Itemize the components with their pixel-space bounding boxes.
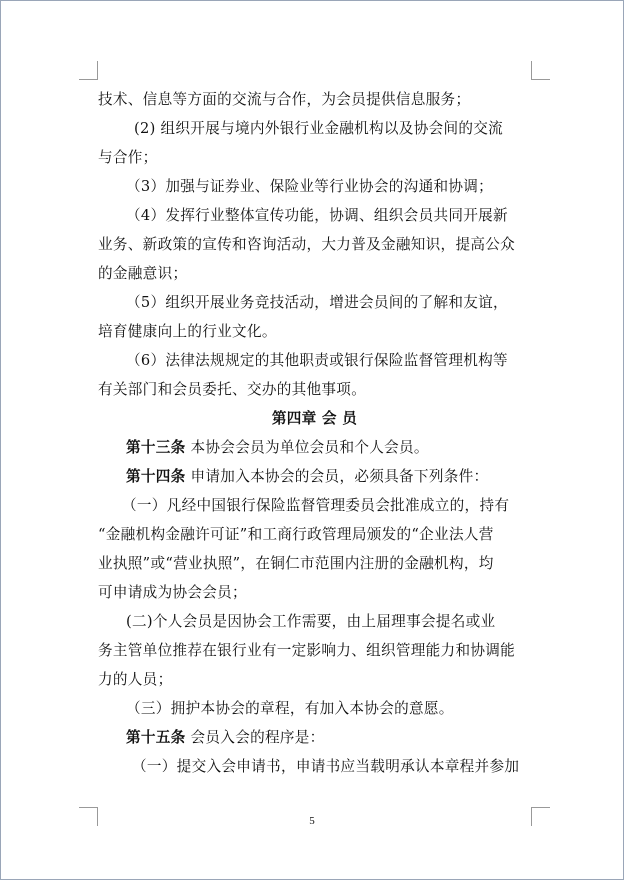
text-line: （三）拥护本协会的章程，有加入本协会的意愿。: [126, 700, 454, 717]
body-text: [98, 85, 531, 781]
text-line: 业务、新政策的宣传和咨询活动，大力普及金融知识，提高公众: [98, 236, 516, 253]
text-line: (2) 组织开展与境内外银行业金融机构以及协会间的交流: [134, 120, 504, 137]
crop-mark-top-left: [79, 61, 98, 80]
text-line: （一）提交入会申请书，申请书应当载明承认本章程并参加: [132, 758, 520, 775]
chapter-heading: 第四章 会 员: [271, 410, 358, 427]
text-line: 与合作；: [98, 149, 158, 166]
text-line: (二)个人会员是因协会工作需要，由上届理事会提名或业: [126, 613, 496, 630]
article-text: 申请加入本协会的会员，必须具备下列条件：: [185, 468, 489, 485]
text-line: （6）法律法规规定的其他职责或银行保险监督管理机构等: [126, 352, 508, 369]
article-label: 第十四条: [126, 468, 186, 485]
text-line: “金融机构金融许可证”和工商行政管理局颁发的“企业法人营: [98, 526, 494, 543]
text-line: （4）发挥行业整体宣传功能，协调、组织会员共同开展新: [126, 207, 508, 224]
text-line: 的金融意识；: [98, 265, 188, 282]
text-line: （3）加强与证券业、保险业等行业协会的沟通和协调；: [126, 178, 494, 195]
article-15: [98, 723, 531, 752]
text-line: 业执照”或“营业执照”，在铜仁市范围内注册的金融机构，均: [98, 555, 494, 572]
text-line: 有关部门和会员委托、交办的其他事项。: [98, 381, 367, 398]
text-line: 力的人员；: [98, 671, 173, 688]
article-text: 本协会会员为单位会员和个人会员。: [185, 439, 429, 456]
crop-mark-top-right: [531, 61, 550, 80]
article-label: 第十三条: [126, 439, 186, 456]
article-13: [98, 433, 531, 462]
text-line: （5）组织开展业务竞技活动，增进会员间的了解和友谊，: [126, 294, 508, 311]
article-text: 会员入会的程序是：: [185, 729, 325, 746]
article-14: [98, 462, 531, 491]
article-label: 第十五条: [126, 729, 186, 746]
text-line: 培育健康向上的行业文化。: [98, 323, 277, 340]
text-line: 技术、信息等方面的交流与合作，为会员提供信息服务；: [98, 91, 471, 108]
text-line: 可申请成为协会会员；: [98, 584, 247, 601]
text-line: （一）凡经中国银行保险监督管理委员会批准成立的，持有: [122, 497, 510, 514]
text-line: 务主管单位推荐在银行业有一定影响力、组织管理能力和协调能: [98, 642, 516, 659]
page-number: 5: [309, 815, 315, 827]
